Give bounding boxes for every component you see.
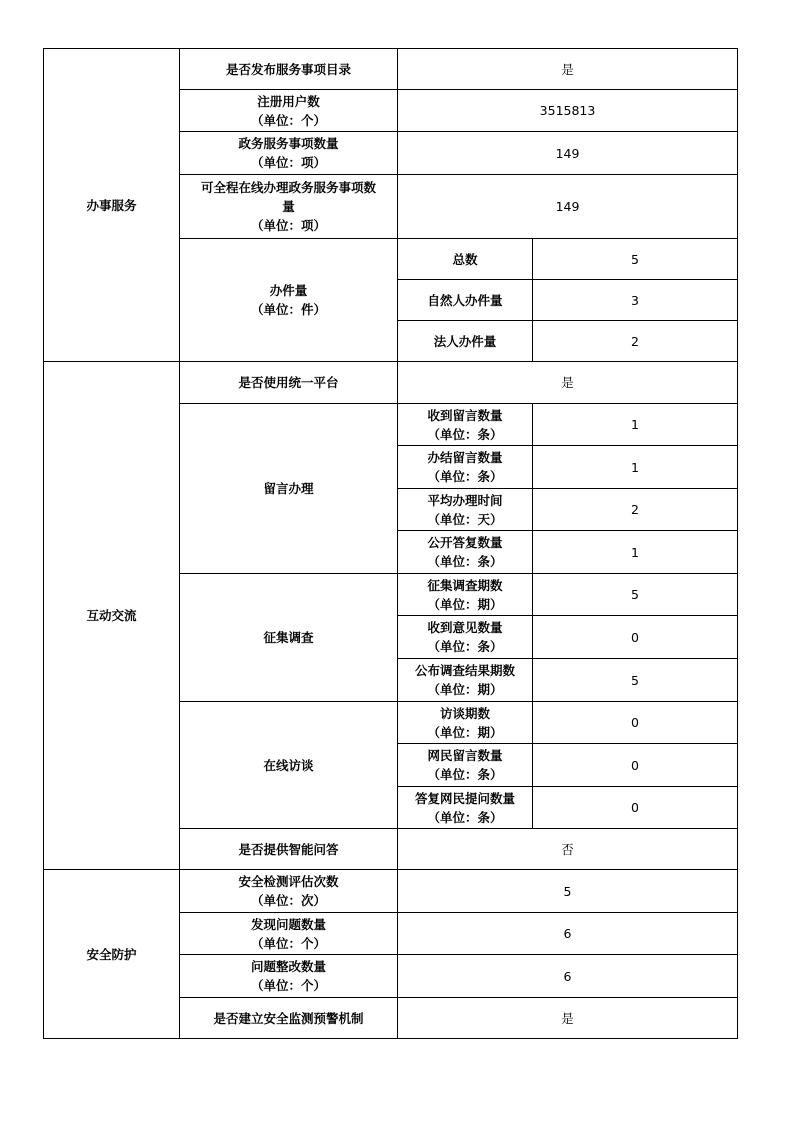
issues-fixed-value: 6 — [398, 955, 738, 998]
netizen-messages-label: 网民留言数量 （单位：条） — [398, 744, 533, 787]
registered-users-label: 注册用户数 （单位：个） — [180, 90, 398, 132]
interviews-label: 在线访谈 — [180, 702, 398, 829]
legal-person-value: 2 — [533, 321, 738, 362]
public-replies-label: 公开答复数量 （单位：条） — [398, 531, 533, 574]
interview-periods-value: 0 — [533, 702, 738, 744]
survey-periods-value: 5 — [533, 574, 738, 616]
cases-total-value: 5 — [533, 239, 738, 280]
report-table — [43, 48, 738, 1039]
warning-mechanism-label: 是否建立安全监测预警机制 — [180, 998, 398, 1039]
messages-received-value: 1 — [533, 404, 738, 446]
section-interaction: 互动交流 — [44, 362, 180, 870]
section-service: 办事服务 — [44, 49, 180, 362]
messages-label: 留言办理 — [180, 404, 398, 574]
warning-mechanism-value: 是 — [398, 998, 738, 1039]
issues-found-value: 6 — [398, 913, 738, 955]
unified-platform-value: 是 — [398, 362, 738, 404]
issues-found-label: 发现问题数量 （单位：个） — [180, 913, 398, 955]
section-security: 安全防护 — [44, 870, 180, 1039]
messages-concluded-value: 1 — [533, 446, 738, 489]
assessments-label: 安全检测评估次数 （单位：次） — [180, 870, 398, 913]
opinions-value: 0 — [533, 616, 738, 659]
smart-qa-label: 是否提供智能问答 — [180, 829, 398, 870]
avg-time-label: 平均办理时间 （单位：天） — [398, 489, 533, 531]
survey-results-value: 5 — [533, 659, 738, 702]
service-items-label: 政务服务事项数量 （单位：项） — [180, 132, 398, 175]
messages-received-label: 收到留言数量 （单位：条） — [398, 404, 533, 446]
table-row — [44, 362, 738, 404]
public-replies-value: 1 — [533, 531, 738, 574]
survey-periods-label: 征集调查期数 （单位：期） — [398, 574, 533, 616]
cases-total-label: 总数 — [398, 239, 533, 280]
netizen-messages-value: 0 — [533, 744, 738, 787]
issues-fixed-label: 问题整改数量 （单位：个） — [180, 955, 398, 998]
online-items-label: 可全程在线办理政务服务事项数 量 （单位：项） — [180, 175, 398, 239]
service-items-value: 149 — [398, 132, 738, 175]
cases-label: 办件量 （单位：件） — [180, 239, 398, 362]
catalog-published-value: 是 — [398, 49, 738, 90]
smart-qa-value: 否 — [398, 829, 738, 870]
unified-platform-label: 是否使用统一平台 — [180, 362, 398, 404]
answered-questions-label: 答复网民提问数量 （单位：条） — [398, 787, 533, 829]
assessments-value: 5 — [398, 870, 738, 913]
legal-person-label: 法人办件量 — [398, 321, 533, 362]
table-row — [44, 49, 738, 90]
catalog-published-label: 是否发布服务事项目录 — [180, 49, 398, 90]
natural-person-value: 3 — [533, 280, 738, 321]
surveys-label: 征集调查 — [180, 574, 398, 702]
registered-users-value: 3515813 — [398, 90, 738, 132]
interview-periods-label: 访谈期数 （单位：期） — [398, 702, 533, 744]
survey-results-label: 公布调查结果期数 （单位：期） — [398, 659, 533, 702]
messages-concluded-label: 办结留言数量 （单位：条） — [398, 446, 533, 489]
avg-time-value: 2 — [533, 489, 738, 531]
opinions-label: 收到意见数量 （单位：条） — [398, 616, 533, 659]
table-row — [44, 870, 738, 913]
natural-person-label: 自然人办件量 — [398, 280, 533, 321]
answered-questions-value: 0 — [533, 787, 738, 829]
online-items-value: 149 — [398, 175, 738, 239]
